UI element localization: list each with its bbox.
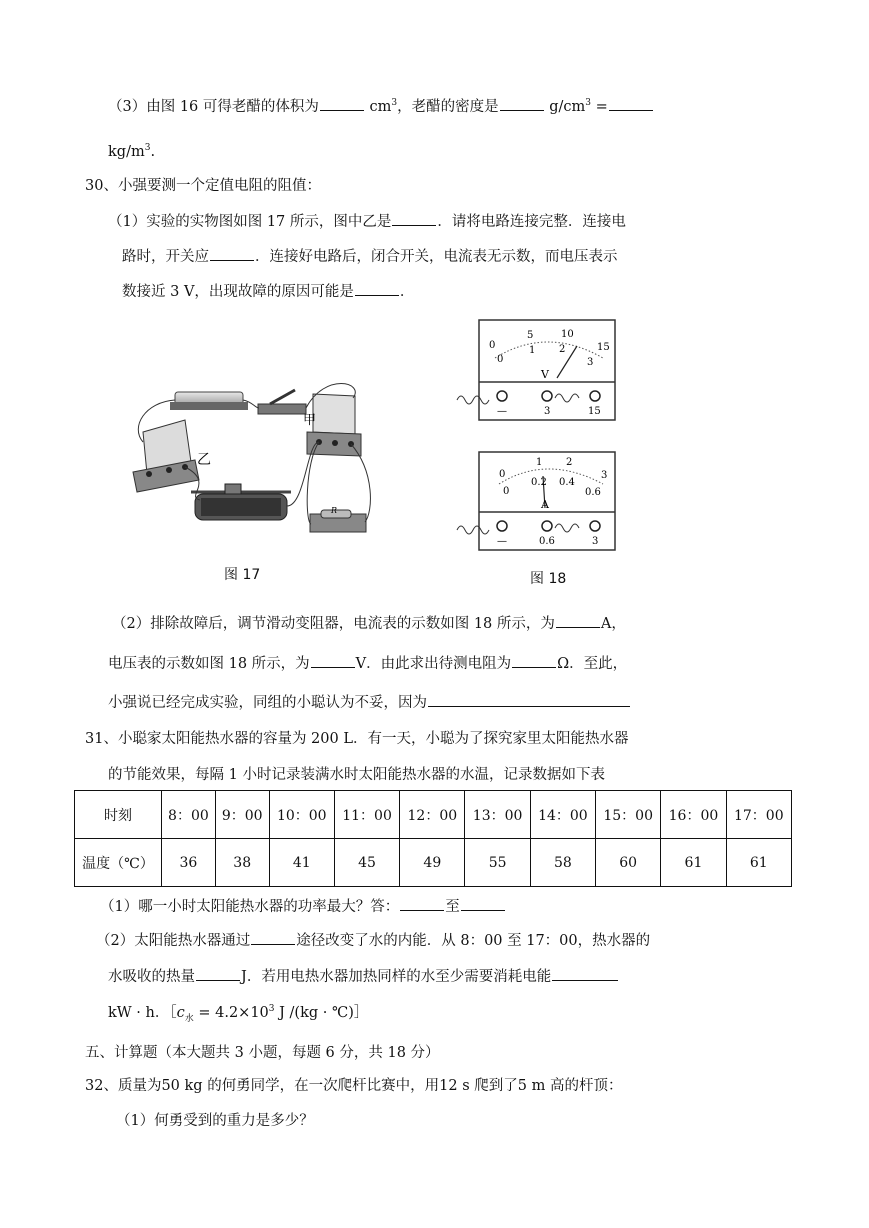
a-symbol: A	[541, 498, 549, 511]
label-R: R	[331, 506, 338, 515]
v-bot-2: 2	[559, 344, 566, 355]
q29-3-line1: （3）由图 16 可得老醋的体积为 $cm^3$，老醋的密度是 $g/cm^3$ =	[108, 96, 654, 117]
table-cell: 41	[269, 839, 334, 887]
text: V．由此求出待测电阻为	[355, 656, 512, 672]
v-bot-1: 1	[529, 345, 536, 356]
a-top-1: 1	[536, 457, 543, 468]
q30-stem: 30、小强要测一个定值电阻的阻值：	[85, 178, 321, 194]
switch	[258, 404, 306, 414]
answer-blank[interactable]	[355, 281, 399, 296]
a-top-0: 0	[499, 469, 506, 480]
q30-1-line3	[122, 281, 414, 302]
label-yi: 乙	[197, 452, 211, 468]
a-top-2: 2	[566, 457, 573, 468]
text: 电压表的示数如图 18 所示，为	[108, 656, 310, 672]
q31-stem-line2: 的节能效果，每隔 1 小时记录装满水时太阳能热水器的水温，记录数据如下表	[108, 767, 605, 783]
table-cell: 10：00	[269, 791, 334, 839]
label-jia: 甲	[303, 413, 317, 428]
a-bot-0: 0	[503, 486, 510, 497]
q31-2-line3	[108, 1003, 368, 1029]
a-bot-06: 0.6	[585, 487, 601, 498]
resistor	[310, 510, 366, 532]
text: （1）哪一小时太阳能热水器的功率最大？答：	[100, 899, 400, 915]
q31-2-line2	[108, 966, 619, 987]
q30-2-line3	[108, 692, 631, 713]
q32-1: （1）何勇受到的重力是多少？	[116, 1113, 314, 1129]
meter-yi	[133, 420, 199, 492]
unit: kg/m	[108, 144, 145, 160]
v-term-neg: —	[497, 406, 507, 417]
table-cell: 61	[726, 839, 791, 887]
text: kW · h．［	[108, 1005, 177, 1021]
table-cell: 49	[400, 839, 465, 887]
unit: cm	[369, 99, 392, 115]
a-term-3: 3	[592, 536, 599, 547]
q30-1-line2	[122, 246, 618, 267]
rheostat	[191, 484, 291, 520]
v-top-10: 10	[561, 329, 574, 340]
text: （3）由图 16 可得老醋的体积为	[108, 99, 319, 115]
a-term-06: 0.6	[539, 536, 555, 547]
figure-18-caption: 图 18	[530, 571, 567, 587]
answer-blank[interactable]	[461, 896, 505, 911]
table-cell: 17：00	[726, 791, 791, 839]
q32-stem: 32、质量为50 kg 的何勇同学，在一次爬杆比赛中，用12 s 爬到了5 m 高的杆顶：	[85, 1078, 623, 1094]
answer-blank[interactable]	[196, 966, 240, 981]
text: 数接近 3 V，出现故障的原因可能是	[122, 284, 354, 300]
text: （2）太阳能热水器通过	[96, 933, 251, 949]
table-cell: 61	[661, 839, 726, 887]
text: 小强说已经完成实验，同组的小聪认为不妥，因为	[108, 695, 427, 711]
a-top-3: 3	[601, 470, 608, 481]
text: 途径改变了水的内能．从 8：00 至 17：00，热水器的	[296, 933, 651, 949]
q30-2-line2	[108, 653, 627, 674]
table-cell: 36	[162, 839, 216, 887]
formula: = 4.2×10	[193, 1005, 269, 1021]
q31-stem-line1: 31、小聪家太阳能热水器的容量为 200 L．有一天，小聪为了探究家里太阳能热水器	[85, 731, 629, 747]
answer-blank[interactable]	[556, 613, 600, 628]
q31-1	[100, 896, 506, 917]
answer-blank[interactable]	[552, 966, 618, 981]
table-cell: 11：00	[334, 791, 399, 839]
text: 至	[445, 899, 460, 915]
figure-18-ammeter	[455, 450, 625, 554]
formula-symbol: c	[176, 1005, 185, 1021]
a-bot-04: 0.4	[559, 477, 575, 488]
v-term-3: 3	[544, 406, 551, 417]
formula-subscript: 水	[184, 1013, 194, 1024]
text: ．请将电路连接完整．连接电	[437, 214, 626, 230]
section-5-heading: 五、计算题（本大题共 3 小题，每题 6 分，共 18 分）	[85, 1045, 440, 1061]
v-top-5: 5	[527, 330, 534, 341]
temperature-table	[74, 790, 792, 887]
answer-blank[interactable]	[512, 653, 556, 668]
answer-blank[interactable]	[251, 930, 295, 945]
answer-blank[interactable]	[500, 96, 544, 111]
table-cell: 8：00	[162, 791, 216, 839]
table-cell: 12：00	[400, 791, 465, 839]
table-cell: 9：00	[215, 791, 269, 839]
text: ．	[399, 284, 415, 300]
answer-blank[interactable]	[400, 896, 444, 911]
table-cell: 58	[530, 839, 595, 887]
table-cell: 15：00	[596, 791, 661, 839]
v-term-15: 15	[588, 406, 601, 417]
q29-3-line2: $kg/m^3$.	[108, 143, 156, 160]
v-top-15: 15	[597, 342, 610, 353]
table-row-temp	[75, 839, 792, 887]
unit: g/cm	[549, 99, 586, 115]
answer-blank[interactable]	[320, 96, 364, 111]
table-header: 时刻	[75, 791, 162, 839]
table-cell: 45	[334, 839, 399, 887]
table-cell: 13：00	[465, 791, 530, 839]
text: J．若用电热水器加热同样的水至少需要消耗电能	[241, 969, 552, 985]
answer-blank[interactable]	[609, 96, 653, 111]
q30-1-line1	[108, 211, 626, 232]
text: （2）排除故障后，调节滑动变阻器，电流表的示数如图 18 所示，为	[112, 616, 555, 632]
a-term-neg: —	[497, 536, 507, 547]
text: =	[595, 99, 608, 115]
answer-blank[interactable]	[210, 246, 254, 261]
text: 路时，开关应	[122, 249, 209, 265]
v-top-0: 0	[489, 340, 496, 351]
answer-blank[interactable]	[311, 653, 355, 668]
answer-blank[interactable]	[428, 692, 630, 707]
table-cell: 38	[215, 839, 269, 887]
text: （1）实验的实物图如图 17 所示，图中乙是	[108, 214, 392, 230]
text: ．连接好电路后，闭合开关，电流表无示数，而电压表示	[255, 249, 618, 265]
v-bot-3: 3	[587, 357, 594, 368]
formula: J /(kg · ℃)］	[274, 1005, 369, 1021]
q30-2-line1	[112, 613, 626, 634]
figure-17-circuit	[125, 372, 385, 548]
text: .	[150, 144, 156, 160]
text: A，	[600, 616, 626, 632]
figure-17-caption: 图 17	[224, 567, 261, 583]
table-cell: 14：00	[530, 791, 595, 839]
q31-2-line1	[96, 930, 650, 951]
table-cell: 55	[465, 839, 530, 887]
answer-blank[interactable]	[392, 211, 436, 226]
table-header: 温度（℃）	[75, 839, 162, 887]
text: Ω．至此，	[557, 656, 628, 672]
table-cell: 60	[596, 839, 661, 887]
text: 水吸收的热量	[108, 969, 195, 985]
formula-exponent: 3	[268, 1004, 275, 1015]
text: ，老醋的密度是	[397, 99, 499, 115]
v-symbol: V	[541, 368, 549, 381]
figure-18-voltmeter	[455, 318, 625, 424]
table-row-time	[75, 791, 792, 839]
table-cell: 16：00	[661, 791, 726, 839]
a-bot-02: 0.2	[531, 477, 547, 488]
v-bot-0: 0	[497, 354, 504, 365]
